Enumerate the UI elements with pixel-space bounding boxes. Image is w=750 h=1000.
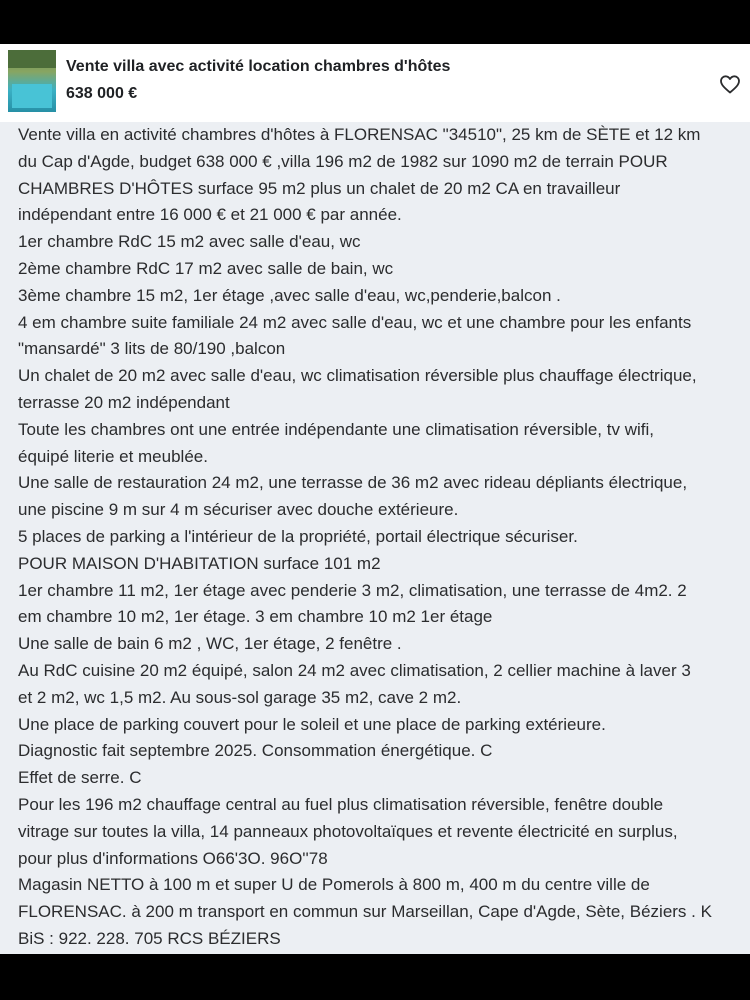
description-line: terrasse 20 m2 indépendant xyxy=(18,392,230,412)
description-line: Vente villa en activité chambres d'hôtes à FLORENSAC "34510", 25 km de SÈTE et 12 km xyxy=(18,125,701,144)
description-line: Toute les chambres ont une entrée indépendante une climatisation réversible, tv wifi, xyxy=(18,419,654,439)
description-line: 2ème chambre RdC 17 m2 avec salle de bain, wc xyxy=(18,258,394,278)
description-line: équipé literie et meublée. xyxy=(18,446,208,466)
listing-thumbnail[interactable] xyxy=(8,50,56,112)
status-bar-area xyxy=(0,0,750,44)
description-line: Effet de serre. C xyxy=(18,768,142,788)
description-line: 4 em chambre suite familiale 24 m2 avec salle d'eau, wc et une chambre pour les enfants xyxy=(18,312,692,332)
description-line: du Cap d'Agde, budget 638 000 € ,villa 196 m2 de 1982 sur 1090 m2 de terrain POUR xyxy=(18,151,668,171)
navigation-bar-area xyxy=(0,954,750,1000)
listing-description-area[interactable] xyxy=(0,122,750,954)
description-line: Une place de parking couvert pour le soleil et une place de parking extérieure. xyxy=(18,714,606,734)
description-line: 5 places de parking a l'intérieur de la propriété, portail électrique sécuriser. xyxy=(18,526,578,546)
description-line: Au RdC cuisine 20 m2 équipé, salon 24 m2 avec climatisation, 2 cellier machine à laver 3 xyxy=(18,660,691,680)
description-line: vitrage sur toutes la villa, 14 panneaux photovoltaïques et revente électricité en surplus, xyxy=(18,821,678,841)
description-line: em chambre 10 m2, 1er étage. 3 em chambre 10 m2 1er étage xyxy=(18,607,493,627)
listing-title: Vente villa avec activité location chambres d'hôtes xyxy=(66,58,451,75)
thumbnail-roof xyxy=(8,50,56,68)
description-line: et 2 m2, wc 1,5 m2. Au sous-sol garage 35 m2, cave 2 m2. xyxy=(18,687,462,707)
description-line: FLORENSAC. à 200 m transport en commun sur Marseillan, Cape d'Agde, Sète, Béziers . K xyxy=(18,902,712,922)
description-line: "mansardé" 3 lits de 80/190 ,balcon xyxy=(18,339,286,359)
description-line: une piscine 9 m sur 4 m sécuriser avec douche extérieure. xyxy=(18,500,459,520)
description-line: BiS : 922. 228. 705 RCS BÉZIERS xyxy=(18,928,281,948)
description-line: Un chalet de 20 m2 avec salle d'eau, wc climatisation réversible plus chauffage électrique, xyxy=(18,366,697,386)
description-line: 1er chambre RdC 15 m2 avec salle d'eau, wc xyxy=(18,232,361,252)
listing-header[interactable] xyxy=(0,44,750,122)
description-line: Pour les 196 m2 chauffage central au fuel plus climatisation réversible, fenêtre double xyxy=(18,794,664,814)
listing-price: 638 000 € xyxy=(66,85,138,102)
description-line: 3ème chambre 15 m2, 1er étage ,avec salle d'eau, wc,penderie,balcon . xyxy=(18,285,561,305)
description-line: 1er chambre 11 m2, 1er étage avec penderie 3 m2, climatisation, une terrasse de 4m2. 2 xyxy=(18,580,687,600)
description-line: Une salle de restauration 24 m2, une terrasse de 36 m2 avec rideau dépliants électrique, xyxy=(18,473,688,493)
description-line: Diagnostic fait septembre 2025. Consommation énergétique. C xyxy=(18,741,493,761)
description-line: pour plus d'informations O66'3O. 96O''78 xyxy=(18,848,328,868)
description-line: Magasin NETTO à 100 m et super U de Pomerols à 800 m, 400 m du centre ville de xyxy=(18,875,650,895)
description-line: Une salle de bain 6 m2 , WC, 1er étage, 2 fenêtre . xyxy=(18,634,402,654)
description-line: CHAMBRES D'HÔTES surface 95 m2 plus un chalet de 20 m2 CA en travailleur xyxy=(18,178,621,198)
favorite-heart-icon[interactable] xyxy=(718,72,742,96)
description-line: indépendant entre 16 000 € et 21 000 € par année. xyxy=(18,205,402,225)
description-text xyxy=(18,122,743,953)
description-line: POUR MAISON D'HABITATION surface 101 m2 xyxy=(18,553,381,573)
thumbnail-pool xyxy=(12,84,52,108)
